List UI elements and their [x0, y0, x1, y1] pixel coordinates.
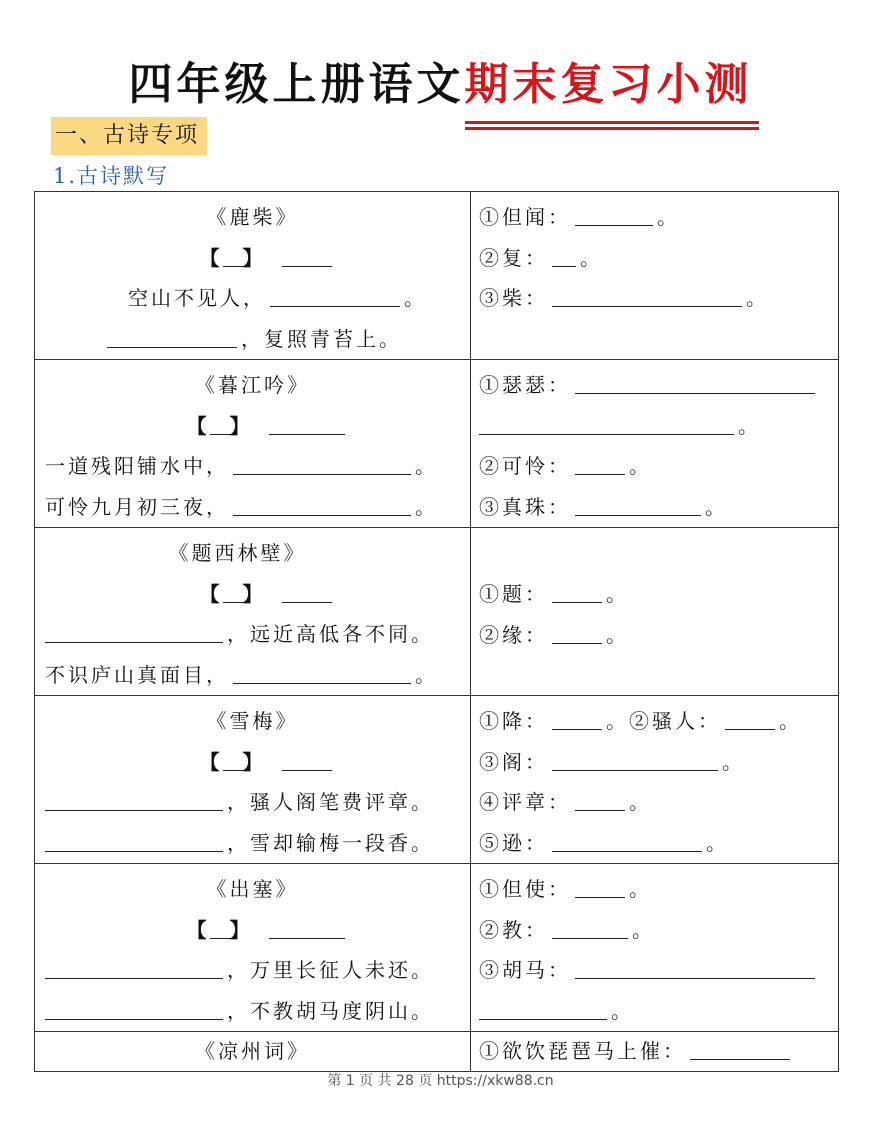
note-blank[interactable]	[575, 786, 625, 811]
note-line: ③胡马：	[471, 950, 838, 991]
poem-name: 《凉州词》	[195, 1039, 310, 1063]
section-heading: 一、古诗专项	[51, 117, 207, 155]
note-blank[interactable]	[575, 491, 701, 516]
poem-line: ，万里长征人未还。	[35, 950, 470, 991]
poem-text-cell	[35, 864, 471, 1032]
poem-text-cell	[35, 528, 471, 696]
note-line: ①欲饮琵琶马上催：	[471, 1032, 838, 1070]
poem-line: 不识庐山真面目， 。	[35, 655, 470, 696]
page-title	[0, 48, 881, 112]
note-line: 。	[471, 406, 838, 447]
poem-line: 一道残阳铺水中， 。	[35, 446, 470, 487]
poem-text-cell	[35, 192, 471, 360]
poem-name: 《雪梅》	[206, 709, 299, 733]
notes-cell	[471, 528, 839, 696]
dynasty-blank[interactable]	[223, 242, 243, 267]
note-line: ①但使： 。	[471, 869, 838, 910]
note-blank[interactable]	[575, 873, 625, 898]
author-blank[interactable]	[282, 578, 332, 603]
notes-cell	[471, 864, 839, 1032]
poem-line: ，雪却输梅一段香。	[35, 823, 470, 864]
note-blank[interactable]	[552, 746, 718, 771]
poem-row-chusai	[35, 864, 839, 1032]
author-line: 【 】	[35, 742, 470, 783]
author-line: 【 】	[35, 910, 470, 951]
note-line: ②教： 。	[471, 910, 838, 951]
answer-blank[interactable]	[45, 618, 223, 643]
note-blank[interactable]	[575, 450, 625, 475]
note-line: 。	[471, 991, 838, 1032]
page-footer: 第 1 页 共 28 页 https://xkw88.cn	[327, 1073, 554, 1089]
poem-name: 《题西林壁》	[168, 541, 307, 565]
note-line: ③柴： 。	[471, 278, 838, 319]
author-blank[interactable]	[269, 410, 345, 435]
note-line: ③阁： 。	[471, 742, 838, 783]
answer-blank[interactable]	[45, 786, 223, 811]
dynasty-blank[interactable]	[210, 410, 230, 435]
note-line: ③真珠： 。	[471, 487, 838, 528]
poem-text-cell	[35, 696, 471, 864]
author-blank[interactable]	[282, 242, 332, 267]
note-line: ①题： 。	[471, 574, 838, 615]
poem-text-cell	[35, 1032, 471, 1072]
poem-line: ，骚人阁笔费评章。	[35, 782, 470, 823]
poem-line: ，远近高低各不同。	[35, 614, 470, 655]
note-blank[interactable]	[479, 410, 734, 435]
poem-name: 《鹿柴》	[206, 205, 299, 229]
poem-name: 《出塞》	[206, 877, 299, 901]
note-blank[interactable]	[552, 242, 576, 267]
note-blank[interactable]	[725, 705, 775, 730]
poem-name: 《暮江吟》	[195, 373, 310, 397]
poem-text-cell	[35, 360, 471, 528]
poem-row-xuemei	[35, 696, 839, 864]
note-blank[interactable]	[575, 201, 653, 226]
note-blank[interactable]	[552, 705, 602, 730]
poem-row-liangzhouci	[35, 1032, 839, 1072]
answer-blank[interactable]	[233, 659, 411, 684]
note-blank[interactable]	[552, 578, 602, 603]
poem-line: ，复照青苔上。	[35, 319, 470, 360]
note-line: ①瑟瑟：	[471, 365, 838, 406]
note-line: ①降： 。②骚人： 。	[471, 701, 838, 742]
dynasty-blank[interactable]	[223, 578, 243, 603]
note-line: ②缘： 。	[471, 615, 838, 656]
answer-blank[interactable]	[270, 282, 400, 307]
author-line: 【 】	[35, 574, 470, 615]
dynasty-blank[interactable]	[223, 746, 243, 771]
title-main: 四年级上册语文	[128, 59, 465, 110]
note-line: ⑤逊： 。	[471, 823, 838, 864]
answer-blank[interactable]	[107, 323, 237, 348]
dynasty-blank[interactable]	[210, 914, 230, 939]
answer-blank[interactable]	[45, 827, 223, 852]
poem-line: ，不教胡马度阴山。	[35, 991, 470, 1032]
note-line: ②复： 。	[471, 238, 838, 279]
notes-cell	[471, 1032, 839, 1072]
note-blank[interactable]	[479, 995, 607, 1020]
answer-blank[interactable]	[233, 450, 411, 475]
poem-line: 空山不见人， 。	[35, 278, 470, 319]
title-highlight: 期末复习小测	[465, 48, 753, 112]
note-blank[interactable]	[575, 369, 815, 394]
note-blank[interactable]	[552, 914, 628, 939]
note-blank[interactable]	[552, 282, 742, 307]
note-blank[interactable]	[552, 827, 702, 852]
poem-table	[34, 191, 839, 1072]
poem-row-tixilinbi	[35, 528, 839, 696]
note-blank[interactable]	[552, 619, 602, 644]
author-line: 【 】	[35, 406, 470, 447]
poem-line: 可怜九月初三夜， 。	[35, 487, 470, 528]
poem-row-mujiangyin	[35, 360, 839, 528]
author-line: 【 】	[35, 238, 470, 279]
note-line: ④评章： 。	[471, 782, 838, 823]
note-blank[interactable]	[575, 954, 815, 979]
notes-cell	[471, 360, 839, 528]
answer-blank[interactable]	[233, 491, 411, 516]
author-blank[interactable]	[282, 746, 332, 771]
answer-blank[interactable]	[45, 954, 223, 979]
notes-cell	[471, 696, 839, 864]
note-line: ①但闻： 。	[471, 197, 838, 238]
note-line: ②可怜： 。	[471, 446, 838, 487]
answer-blank[interactable]	[45, 995, 223, 1020]
author-blank[interactable]	[269, 914, 345, 939]
notes-cell	[471, 192, 839, 360]
poem-row-luzhai	[35, 192, 839, 360]
subsection-heading: 1.古诗默写	[53, 164, 170, 188]
note-blank[interactable]	[690, 1035, 790, 1060]
